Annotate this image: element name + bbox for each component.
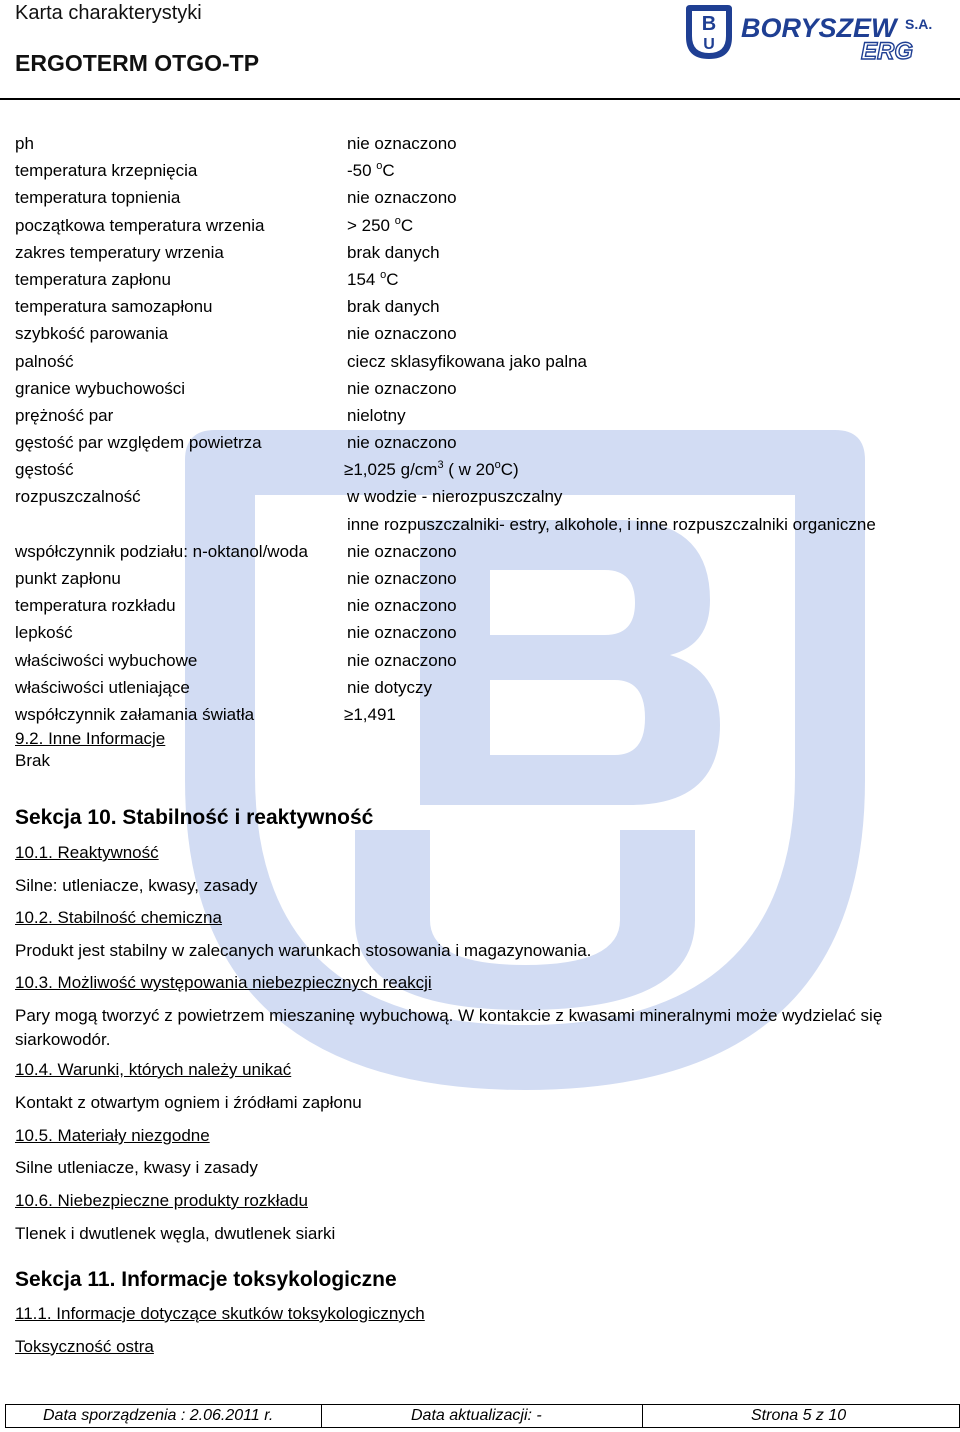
section-10-4-heading: 10.4. Warunki, których należy unikać — [15, 1060, 292, 1079]
property-row — [15, 348, 955, 375]
product-name: ERGOTERM OTGO-TP — [15, 50, 260, 76]
property-value — [347, 402, 406, 429]
property-value — [347, 429, 457, 456]
property-value-value: nie oznaczono — [347, 596, 457, 616]
property-label: temperatura krzepnięcia — [15, 161, 198, 181]
property-row — [15, 511, 955, 538]
section-10-5-text: Silne utleniacze, kwasy i zasady — [15, 1158, 258, 1177]
property-row — [15, 293, 955, 320]
footer-page-number: Strona 5 z 10 — [751, 1407, 847, 1424]
property-value — [347, 293, 440, 320]
property-value-sup: 3 — [437, 459, 444, 472]
property-value — [347, 619, 457, 646]
section-10-5-heading: 10.5. Materiały niezgodne — [15, 1126, 210, 1145]
section-10-1-heading: 10.1. Reaktywność — [15, 843, 159, 862]
property-row — [15, 565, 955, 592]
property-row — [15, 402, 955, 429]
property-row — [15, 130, 955, 157]
property-label: temperatura rozkładu — [15, 596, 176, 616]
property-value — [347, 592, 457, 619]
property-value — [344, 701, 396, 728]
document-type: Karta charakterystyki — [15, 2, 202, 24]
physical-properties-list — [15, 130, 955, 728]
property-label: punkt zapłonu — [15, 569, 121, 588]
company-logo — [683, 3, 943, 61]
property-value — [347, 375, 457, 402]
property-value-unit: C — [382, 161, 395, 181]
property-row — [15, 266, 955, 293]
property-value — [344, 456, 519, 486]
property-value-ge: ≥ — [344, 460, 354, 480]
property-row — [15, 184, 955, 211]
property-value — [347, 647, 457, 674]
property-value — [347, 130, 457, 157]
property-label: ph — [15, 134, 34, 153]
property-value-value: nie oznaczono — [347, 569, 457, 588]
property-value-value: nie oznaczono — [347, 623, 457, 643]
section-10-2-text: Produkt jest stabilny w zalecanych warunkach stosowania i magazynowania. — [15, 941, 592, 960]
header-divider — [0, 98, 960, 100]
section-11-title: Sekcja 11. Informacje toksykologiczne — [15, 1268, 397, 1291]
property-row — [15, 483, 955, 510]
property-label: szybkość parowania — [15, 324, 169, 344]
section-10-4-text: Kontakt z otwartym ogniem i źródłami zapłonu — [15, 1093, 362, 1112]
property-value-value: -50 — [347, 161, 377, 181]
property-value-ge: ≥ — [344, 704, 354, 724]
footer-divider — [642, 1405, 643, 1427]
property-value — [347, 483, 562, 510]
property-value — [347, 674, 432, 701]
property-label: rozpuszczalność — [15, 487, 141, 507]
property-value — [347, 348, 587, 375]
property-value-unit: ( w 20 — [443, 460, 495, 480]
property-row — [15, 647, 955, 674]
property-value — [347, 266, 399, 296]
section-10-6-text: Tlenek i dwutlenek węgla, dwutlenek siarki — [15, 1224, 336, 1243]
property-row — [15, 701, 955, 728]
property-value-value: nie oznaczono — [347, 134, 457, 153]
property-value-value: 1,491 — [353, 704, 396, 724]
logo-wordmark: BORYSZEW — [741, 13, 897, 43]
property-value-sup: o — [376, 160, 383, 173]
property-row — [15, 320, 955, 347]
property-row — [15, 239, 955, 266]
section-10-1-text: Silne: utleniacze, kwasy, zasady — [15, 876, 258, 895]
property-value-value: nie oznaczono — [347, 433, 457, 453]
property-value-value: nie oznaczono — [347, 378, 457, 398]
property-value — [347, 212, 413, 242]
acute-toxicity-heading: Toksyczność ostra — [15, 1337, 154, 1356]
property-label: lepkość — [15, 623, 73, 643]
property-value-value: 154 — [347, 269, 381, 289]
property-value-value: w wodzie - nierozpuszczalny — [347, 487, 563, 507]
page-footer — [5, 1404, 960, 1428]
property-value-value: nie dotyczy — [347, 677, 433, 697]
property-value-value: brak danych — [347, 242, 440, 262]
section-9-2-heading: 9.2. Inne Informacje — [15, 729, 166, 748]
property-value — [347, 538, 457, 565]
property-value — [347, 239, 440, 266]
footer-divider — [321, 1405, 322, 1427]
property-value — [347, 157, 395, 187]
property-value-value: nie oznaczono — [347, 541, 457, 561]
property-value-value: > 250 — [347, 215, 395, 235]
property-value-value: 1,025 g/cm — [353, 460, 438, 480]
property-label: granice wybuchowości — [15, 378, 186, 398]
property-value-unit: C — [400, 215, 414, 235]
property-row — [15, 674, 955, 701]
property-row — [15, 592, 955, 619]
property-label: gęstość — [15, 460, 74, 480]
property-label: gęstość par względem powietrza — [15, 433, 262, 453]
property-value-sup: o — [380, 268, 387, 281]
section-11-1-heading: 11.1. Informacje dotyczące skutków toksykologicznych — [15, 1304, 425, 1323]
property-row — [15, 538, 955, 565]
logo-emblem-icon — [686, 5, 732, 59]
property-label: temperatura zapłonu — [15, 269, 171, 289]
svg-text:B: B — [701, 13, 717, 35]
property-row — [15, 429, 955, 456]
property-value — [347, 184, 457, 211]
property-label: początkowa temperatura wrzenia — [15, 215, 265, 235]
property-row — [15, 619, 955, 646]
property-value — [347, 320, 457, 347]
section-10-2-heading: 10.2. Stabilność chemiczna — [15, 908, 222, 927]
section-10-3-heading: 10.3. Możliwość występowania niebezpiecznych reakcji — [15, 973, 432, 992]
section-9-2-text: Brak — [15, 751, 50, 770]
property-row — [15, 212, 955, 239]
property-label: zakres temperatury wrzenia — [15, 242, 224, 262]
property-label: palność — [15, 351, 74, 371]
property-label: temperatura topnienia — [15, 188, 181, 208]
property-row — [15, 456, 955, 483]
property-value-value: nie oznaczono — [347, 188, 457, 208]
property-value — [347, 511, 876, 538]
property-value-sup: o — [394, 214, 401, 227]
property-value-value: nie oznaczono — [347, 650, 457, 670]
property-value-value: brak danych — [347, 297, 440, 317]
property-value-sup2: o — [494, 459, 501, 472]
property-label: właściwości utleniające — [15, 677, 190, 697]
property-value-value: ciecz sklasyfikowana jako palna — [347, 351, 588, 371]
property-value-value: inne rozpuszczalniki- estry, alkohole, i inne rozpuszczalniki organiczne — [347, 514, 876, 534]
property-label: prężność par — [15, 405, 114, 425]
property-row — [15, 375, 955, 402]
property-label: współczynnik załamania światła — [15, 704, 255, 724]
property-label: współczynnik podziału: n-oktanol/woda — [15, 541, 308, 561]
footer-date-updated: Data aktualizacji: - — [411, 1407, 542, 1424]
footer-date-created: Data sporządzenia : 2.06.2011 r. — [43, 1407, 274, 1424]
property-label: temperatura samozapłonu — [15, 297, 213, 317]
logo-erg: ERG — [861, 38, 914, 61]
property-row — [15, 157, 955, 184]
property-label: właściwości wybuchowe — [15, 650, 198, 670]
property-value-value: nielotny — [347, 405, 406, 425]
logo-suffix: S.A. — [905, 16, 933, 32]
property-value-value: nie oznaczono — [347, 324, 457, 344]
section-10-title: Sekcja 10. Stabilność i reaktywność — [15, 806, 374, 829]
property-value-unit: C — [386, 269, 399, 289]
svg-text:U: U — [703, 36, 715, 53]
section-10-6-heading: 10.6. Niebezpieczne produkty rozkładu — [15, 1191, 308, 1210]
section-10-3-text: Pary mogą tworzyć z powietrzem mieszaninę wybuchową. W kontakcie z kwasami mineralnymi może wydzielać się siarkowodór. — [15, 1006, 883, 1049]
property-value-unit2: C) — [500, 460, 519, 480]
property-value — [347, 565, 457, 592]
